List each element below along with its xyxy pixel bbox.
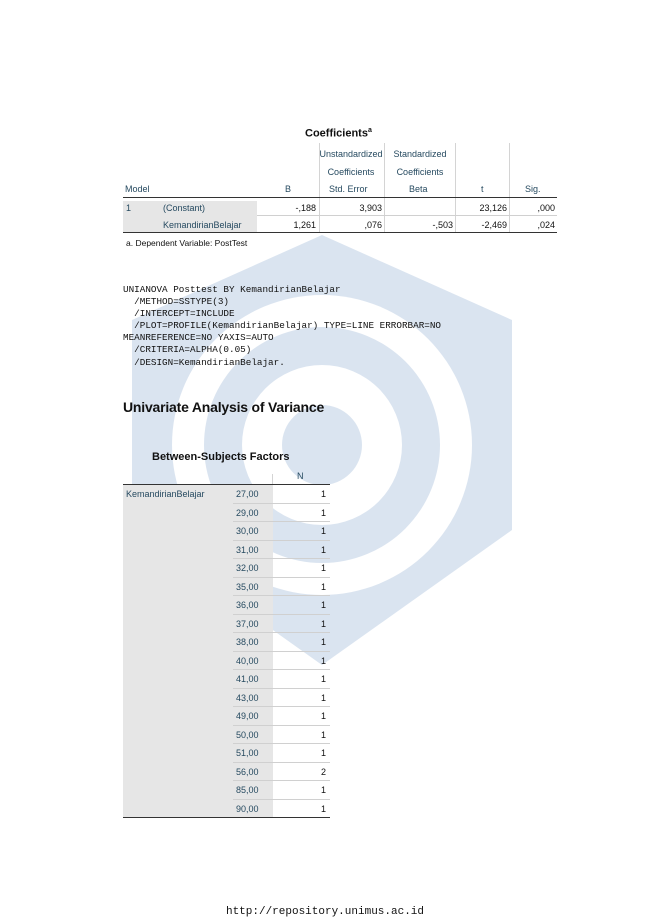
factor-level: 43,00 (233, 689, 273, 707)
cell-sig-kemandirianbelajar: ,024 (537, 220, 555, 230)
level-count: 1 (320, 711, 326, 721)
header-beta: Beta (409, 184, 428, 194)
factor-label-column (123, 485, 233, 818)
factor-level: 37,00 (233, 615, 273, 633)
table-row (233, 541, 330, 560)
factor-level: 31,00 (233, 541, 273, 559)
level-count: 1 (320, 637, 326, 647)
header-model: Model (125, 184, 150, 194)
factor-name: KemandirianBelajar (126, 489, 205, 499)
cell-beta-kemandirianbelajar: -,503 (432, 220, 453, 230)
header-std-error: Std. Error (329, 184, 368, 194)
level-count: 1 (320, 563, 326, 573)
factor-level: 85,00 (233, 781, 273, 799)
factor-level: 35,00 (233, 578, 273, 596)
cell-t-constant: 23,126 (479, 203, 507, 213)
table-row (233, 726, 330, 745)
between-subjects-table (233, 485, 330, 818)
row-name-kemandirianbelajar: KemandirianBelajar (163, 220, 242, 230)
table-row (233, 800, 330, 819)
level-count: 1 (320, 803, 326, 814)
factor-level: 29,00 (233, 504, 273, 522)
level-count: 1 (320, 674, 326, 684)
level-count: 1 (320, 655, 326, 666)
table-row (233, 781, 330, 800)
level-count: 1 (320, 507, 326, 518)
factor-level: 38,00 (233, 633, 273, 651)
header-t: t (481, 184, 484, 194)
factor-level: 40,00 (233, 652, 273, 670)
factor-level: 41,00 (233, 670, 273, 688)
cell-se-constant: 3,903 (359, 203, 382, 213)
spss-syntax-block: UNIANOVA Posttest BY KemandirianBelajar /METHOD=SSTYPE(3) /INTERCEPT=INCLUDE /PLOT=PROFILE(KemandirianBelajar) TYPE=LINE ERRORBAR=NO MEANREFERENCE=NO YAXIS=AUTO /CRITERIA=ALPHA(0.05) /DESIGN=KemandirianBelajar. (123, 284, 442, 368)
level-count: 1 (320, 618, 326, 629)
table-row (233, 652, 330, 671)
level-count: 1 (320, 785, 326, 795)
level-count: 1 (320, 692, 326, 703)
header-b: B (285, 184, 292, 194)
table-row (233, 485, 330, 504)
factor-level: 56,00 (233, 763, 273, 781)
row-name-constant: (Constant) (163, 203, 206, 213)
between-subjects-title: Between-Subjects Factors (152, 451, 290, 463)
factor-level: 32,00 (233, 559, 273, 577)
table-row (233, 707, 330, 726)
table-row (233, 689, 330, 708)
table-row (233, 670, 330, 689)
header-standardized-coefficients: Coefficients (396, 167, 444, 177)
factor-level: 49,00 (233, 707, 273, 725)
table-bottom-rule (123, 817, 330, 818)
coefficients-footnote: a. Dependent Variable: PostTest (126, 238, 248, 248)
level-count: 1 (320, 729, 326, 740)
cell-se-kemandirianbelajar: ,076 (364, 220, 382, 230)
table-row (233, 504, 330, 523)
level-count: 2 (320, 766, 326, 777)
row-model-number: 1 (126, 203, 132, 213)
table-row (233, 763, 330, 782)
factor-level: 50,00 (233, 726, 273, 744)
coefficients-table (123, 143, 557, 233)
table-row (233, 559, 330, 578)
factor-level: 30,00 (233, 522, 273, 540)
coefficients-title: Coefficients$^a$ (305, 127, 372, 140)
cell-b-kemandirianbelajar: 1,261 (293, 220, 316, 230)
table-row (233, 522, 330, 541)
table-row (233, 744, 330, 763)
table-row (233, 596, 330, 615)
table-row (233, 615, 330, 634)
level-count: 1 (320, 526, 326, 536)
table-row (233, 633, 330, 652)
factor-level: 51,00 (233, 744, 273, 762)
factor-level: 90,00 (233, 800, 273, 818)
cell-b-constant: -,188 (295, 203, 316, 213)
header-standardized: Standardized (393, 149, 447, 159)
level-count: 1 (320, 489, 326, 499)
cell-sig-constant: ,000 (537, 203, 555, 213)
header-unstandardized-coefficients: Coefficients (327, 167, 375, 177)
header-n: N (297, 471, 304, 481)
factor-level: 36,00 (233, 596, 273, 614)
header-sig: Sig. (525, 184, 541, 194)
level-count: 1 (320, 600, 326, 610)
level-count: 1 (320, 544, 326, 555)
repository-url: http://repository.unimus.ac.id (225, 906, 425, 918)
cell-t-kemandirianbelajar: -2,469 (481, 220, 507, 230)
table-row (233, 578, 330, 597)
factor-level: 27,00 (233, 485, 273, 503)
header-unstandardized: Unstandardized (319, 149, 383, 159)
section-heading: Univariate Analysis of Variance (123, 399, 325, 415)
level-count: 1 (320, 748, 326, 758)
level-count: 1 (320, 581, 326, 592)
